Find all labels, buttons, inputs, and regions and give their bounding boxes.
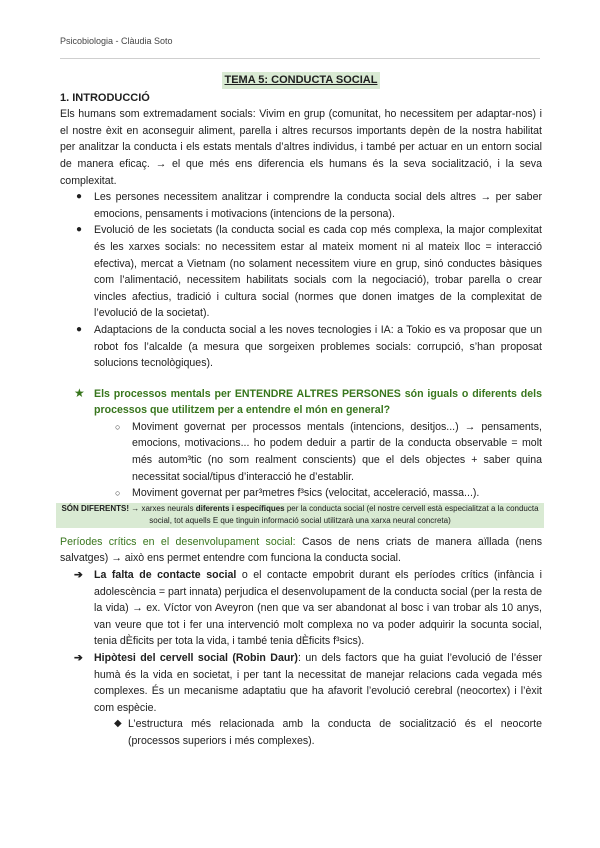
question-emphasis: ENTENDRE ALTRES PERSONES <box>234 387 401 400</box>
list-item <box>60 222 542 322</box>
question-text-pre: Els processos mentals per <box>94 387 235 400</box>
intro-paragraph: Els humans som extremadament socials: Vivim en grup (comunitat, ho necessitem per adaptar-nos) i el nostre èxit en aconseguir aliment, parella i altres recursos importants depèn de la nostra habilitat per analitzar la conducta i els estats mentals d’altres individus, i també per actuar en un entorn social de manera eficaç. → el que més ens diferencia els humans és la seva socialització, i la seva complexitat. <box>60 108 542 187</box>
question-text-post: són iguals o diferents dels processos que utilitzem per a entendre el món en general? <box>94 387 542 417</box>
arrow-right-icon: ➔ <box>74 652 83 664</box>
star-icon: ★ <box>74 385 85 400</box>
note-lead: SÓN DIFERENTS! <box>61 503 129 513</box>
bullet-dot-icon: ● <box>76 191 83 203</box>
note-bold: diferents i específiques <box>195 503 285 513</box>
list-item <box>60 567 542 650</box>
section-heading: 1. INTRODUCCIÓ <box>60 91 150 104</box>
list-item-text: Moviment governat per processos mentals (intencions, desitjos...) → pensaments, emocions, motivacions... ho podem deduir a partir de la conducta observable = molt més autom³tic (no som realment conscients) que el dels objectes + saber quina necessitat social/tipus d’interacció he d’establir. <box>132 420 542 483</box>
hollow-circle-icon: ○ <box>115 421 121 432</box>
key-question <box>60 386 542 419</box>
bullet-dot-icon: ● <box>76 323 83 335</box>
arrow-item-text: o el contacte empobrit durant els períodes crítics (infància i adolescència = part innata) perjudica el desenvolupament de la conducta social (per la resta de la vida) → ex. Víctor von Aveyron (nen que va ser abandonat al bosc i van trobar als 10 anys, van veure que tot i fer una intervenció molt complexa no va poder adquirir la socunta social, tenia dÈficits per tota la vida, i també tenia dÈficits f³sics). <box>94 569 542 648</box>
note-text: → xarxes neurals <box>129 503 196 513</box>
header-divider <box>60 58 540 59</box>
highlighted-note <box>56 503 544 528</box>
intro-bullet-list <box>60 189 542 372</box>
list-item <box>60 419 542 485</box>
question-subitems <box>60 419 542 502</box>
arrow-item-text: : un dels factors que ha guiat l’evolució de l’ésser humà és la vida en societat, i per tant la necessitat de manejar relacions cada vegada més complexes. És un mecanisme adaptatiu que ha afavorit l’evolució cerebral (neocortex) i l’èxit com espècie. <box>94 652 543 714</box>
critical-periods-text: Casos de nens criats de manera aïllada (nens salvatges) → això ens permet entendre com funciona la conducta social. <box>60 535 543 565</box>
critical-periods-label: Períodes crítics en el desenvolupament social: <box>60 535 296 548</box>
arrow-item-title: Hipòtesi del cervell social (Robin Daur) <box>94 652 298 664</box>
list-item-text: Adaptacions de la conducta social a les noves tecnologies i IA: a Tokio es va proposar que un robot fos l’alcalde (a mesura que sorgeixen problemes socials: corrupció, s’han proposat solucions tecnològiques). <box>94 323 542 370</box>
list-item-text: Evolució de les societats (la conducta social es cada cop més complexa, la major complexitat és les xarxes socials: no necessitem estar al mateix moment ni al mateix lloc = interacció efectiva), mercat a Vietnam (no solament necessitem viure en grup, sinó conductes bàsiques com l’alimentació, necessitem habilitats socials com la negociació), trobar parella o crear vincles afectius, tradició i cultura social (normes que donen imatges de la complexitat de l’evolució de la societat). <box>94 224 542 320</box>
list-item <box>60 650 542 716</box>
diamond-icon: ◆ <box>114 718 122 730</box>
list-item <box>60 716 542 749</box>
list-item-text: Les persones necessitem analitzar i comprendre la conducta social dels altres → per saber emocions, pensaments i motivacions (intencions de la persona). <box>94 191 542 220</box>
arrow-item-title: La falta de contacte social <box>94 569 237 582</box>
running-header: Psicobiologia - Clàudia Soto <box>60 36 173 46</box>
bullet-dot-icon: ● <box>76 224 83 236</box>
arrow-right-icon: ➔ <box>74 569 83 582</box>
arrow-list <box>60 567 542 716</box>
hollow-circle-icon: ○ <box>115 488 121 499</box>
list-item <box>60 189 542 222</box>
list-item <box>60 322 542 372</box>
page-content <box>60 72 542 750</box>
critical-periods-paragraph <box>60 534 542 567</box>
note-rest: per la conducta social (el nostre cervell està especialitzat a la conducta social, tot aquells E que tinguin informació social utilitzarà una xarxa neural concreta) <box>149 503 539 526</box>
list-item-text: Moviment governat per par³metres f³sics (velocitat, acceleració, massa...). <box>132 487 480 500</box>
document-title: TEMA 5: CONDUCTA SOCIAL <box>222 72 380 89</box>
list-item-text: L’estructura més relacionada amb la conducta de socialització és el neocorte (processos superiors i més complexes). <box>128 718 542 747</box>
list-item <box>60 485 542 502</box>
